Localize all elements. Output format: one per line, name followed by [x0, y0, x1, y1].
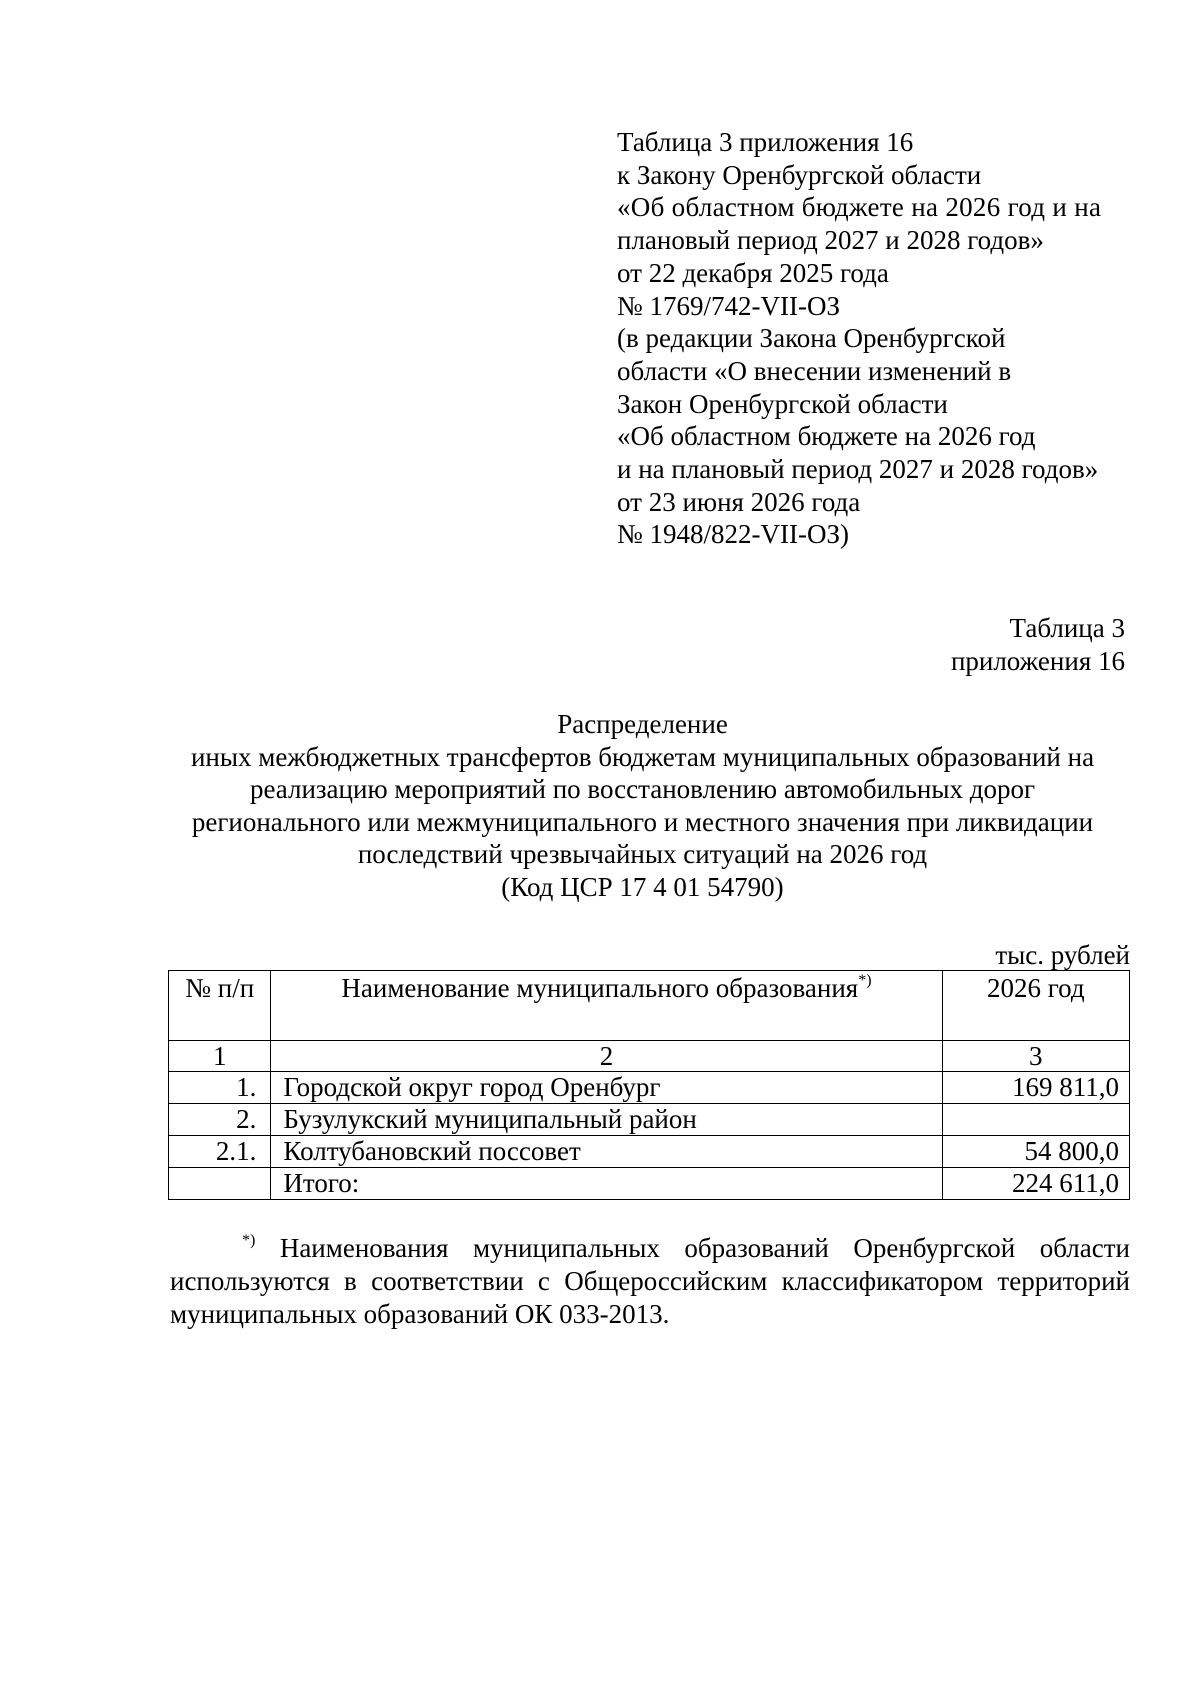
title-line: реализацию мероприятий по восстановлению автомобильных дорог	[249, 774, 1036, 804]
row-value: 54 800,0	[942, 1136, 1129, 1168]
header-name-text: Наименование муниципального образования	[341, 973, 859, 1003]
column-number: 1	[169, 1041, 271, 1072]
header-name	[271, 971, 942, 1041]
footnote-line: используются в соответствии с Общероссийским классификатором территорий	[170, 1266, 1130, 1296]
row-value	[942, 1104, 1129, 1136]
header-line: от 23 июня 2026 года	[617, 486, 861, 517]
header-year: 2026 год	[942, 971, 1129, 1041]
title-line: иных межбюджетных трансфертов бюджетам муниципальных образований на	[190, 741, 1095, 772]
header-line: (в редакции Закона Оренбургской	[617, 323, 1006, 354]
table-ref-line: Таблица 3	[1009, 613, 1125, 643]
approval-header	[617, 126, 1137, 551]
header-num: № п/п	[169, 971, 271, 1041]
title-line: последствий чрезвычайных ситуаций на 2026 год	[357, 839, 928, 869]
column-number: 2	[271, 1041, 942, 1072]
header-line: от 22 декабря 2025 года	[617, 257, 889, 288]
header-line: «Об областном бюджете на 2026 год	[617, 421, 1036, 452]
footnote-line: муниципальных образований ОК 033-2013.	[170, 1299, 670, 1329]
table-row	[169, 1136, 1130, 1168]
table-ref-line: приложения 16	[950, 645, 1125, 676]
title-code: (Код ЦСР 17 4 01 54790)	[501, 871, 784, 902]
footnote-text: Наименования муниципальных образований Оренбургской области	[279, 1233, 1130, 1263]
header-line: плановый период 2027 и 2028 годов»	[617, 225, 1044, 256]
distribution-table	[168, 970, 1130, 1200]
footnote-mark: *)	[242, 1232, 256, 1249]
row-num: 2.1.	[169, 1136, 271, 1168]
footnote-line	[170, 1232, 1130, 1265]
table-row	[169, 1104, 1130, 1136]
footnote	[170, 1232, 1130, 1331]
row-name: Бузулукский муниципальный район	[271, 1104, 942, 1136]
header-line: Закон Оренбургской области	[617, 388, 948, 419]
header-line: и на плановый период 2027 и 2028 годов»	[617, 454, 1099, 485]
row-num	[169, 1168, 271, 1200]
header-line: «Об областном бюджете на 2026 год и на	[617, 192, 1102, 223]
table-reference	[951, 612, 1125, 677]
column-number-row	[169, 1041, 1130, 1072]
title-line: регионального или межмуниципального и местного значения при ликвидации	[191, 806, 1094, 837]
row-num: 2.	[169, 1104, 271, 1136]
table-row	[169, 1072, 1130, 1104]
row-name: Городской округ город Оренбург	[271, 1072, 942, 1104]
row-num: 1.	[169, 1072, 271, 1104]
table-header-row	[169, 971, 1130, 1041]
header-line: к Закону Оренбургской области	[617, 159, 982, 190]
row-name: Колтубановский поссовет	[271, 1136, 942, 1168]
header-line: № 1769/742-VII-ОЗ	[617, 290, 841, 321]
total-row	[169, 1168, 1130, 1200]
units-label: тыс. рублей	[995, 940, 1130, 970]
row-name: Итого:	[271, 1168, 942, 1200]
row-value: 169 811,0	[942, 1072, 1129, 1104]
header-line: области «О внесении изменений в	[617, 355, 1012, 386]
header-line: Таблица 3 приложения 16	[617, 127, 914, 157]
row-value: 224 611,0	[942, 1168, 1129, 1200]
title-heading: Распределение	[557, 709, 728, 739]
header-line: № 1948/822-VII-ОЗ)	[617, 519, 849, 550]
column-number: 3	[942, 1041, 1129, 1072]
document-title	[160, 708, 1125, 903]
footnote-mark: *)	[858, 972, 872, 989]
